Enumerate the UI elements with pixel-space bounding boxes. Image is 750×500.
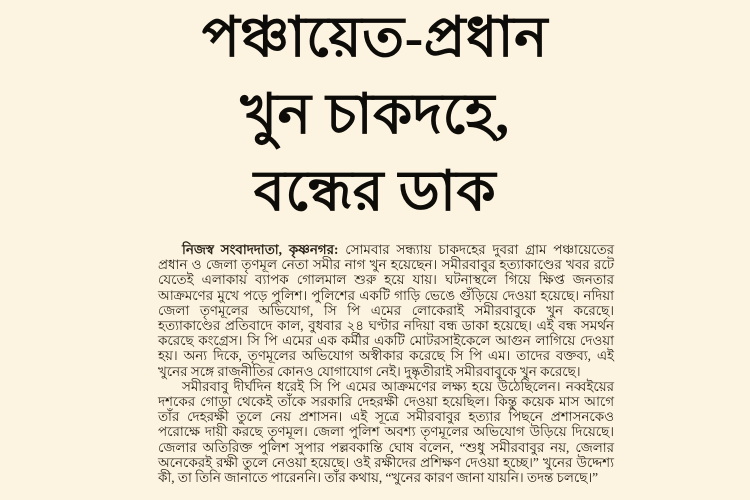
- article-headline: [0, 0, 750, 231]
- body-paragraph-1: [158, 242, 614, 379]
- paragraph-1-text: সোমবার সন্ধ্যায় চাকদহের দুবরা গ্রাম পঞ্চায়েতের প্রধান ও জেলা তৃণমূল নেতা সমীর নাগ খুন হয়েছেন। সমীরবাবুর হত্যাকাণ্ডের খবর রটে যেতেই এলাকায় ব্যাপক গোলমাল শুরু হয়ে যায়। ঘটনাস্থলে গিয়ে ক্ষিপ্ত জনতার আক্রমণের মুখে পড়ে পুলিশ। পুলিশের একটি গাড়ি ভেঙে গুঁড়িয়ে দেওয়া হয়েছে। নদিয়া জেলা তৃণমূলের অভিযোগ, সি পি এমের লোকেরাই সমীরবাবুকে খুন করেছে। হত্যাকাণ্ডের প্রতিবাদে কাল, বুধবার ২৪ ঘণ্টার নদিয়া বন্ধ ডাকা হয়েছে। এই বন্ধ সমর্থন করেছে কংগ্রেস। সি পি এমের এক কর্মীর একটি মোটরসাইকেলে আগুন লাগিয়ে দেওয়া হয়। অন্য দিকে, তৃণমূলের অভিযোগ অস্বীকার করেছে সি পি এম। তাদের বক্তব্য, এই খুনের সঙ্গে রাজনীতির কোনও যোগাযোগ নেই। দুষ্কৃতীরাই সমীরবাবুকে খুন করেছে।: [158, 242, 614, 379]
- article-body: [158, 242, 614, 485]
- dateline: নিজস্ব সংবাদদাতা, কৃষ্ণনগর:: [182, 242, 339, 257]
- headline-line-3: বন্ধের ডাক: [253, 161, 497, 223]
- headline-line-2: খুন চাকদহে,: [240, 84, 510, 146]
- headline-line-1: পঞ্চায়েত-প্রধান: [201, 7, 549, 69]
- body-paragraph-2: সমীরবাবু দীর্ঘদিন ধরেই সি পি এমের আক্রমণের লক্ষ্য হয়ে উঠেছিলেন। নব্বইয়ের দশকের গোড়া থেকেই তাঁকে সরকারি দেহরক্ষী দেওয়া হয়েছিল। কিন্তু কয়েক মাস আগে তাঁর দেহরক্ষী তুলে নেয় প্রশাসন। এই সূত্রে সমীরবাবুর হত্যার পিছনে প্রশাসনকেও পরোক্ষে দায়ী করছে তৃণমূল। জেলা পুলিশ অবশ্য তৃণমূলের অভিযোগ উড়িয়ে দিয়েছে। জেলার অতিরিক্ত পুলিশ সুপার পল্লবকান্তি ঘোষ বলেন, “শুধু সমীরবাবুর নয়, জেলার অনেকেরই রক্ষী তুলে নেওয়া হয়েছে। ওই রক্ষীদের প্রশিক্ষণ দেওয়া হচ্ছে।” খুনের উদ্দেশ্য কী, তা তিনি জানাতে পারেননি। তাঁর কথায়, “খুনের কারণ জানা যায়নি। তদন্ত চলছে।”: [158, 378, 614, 486]
